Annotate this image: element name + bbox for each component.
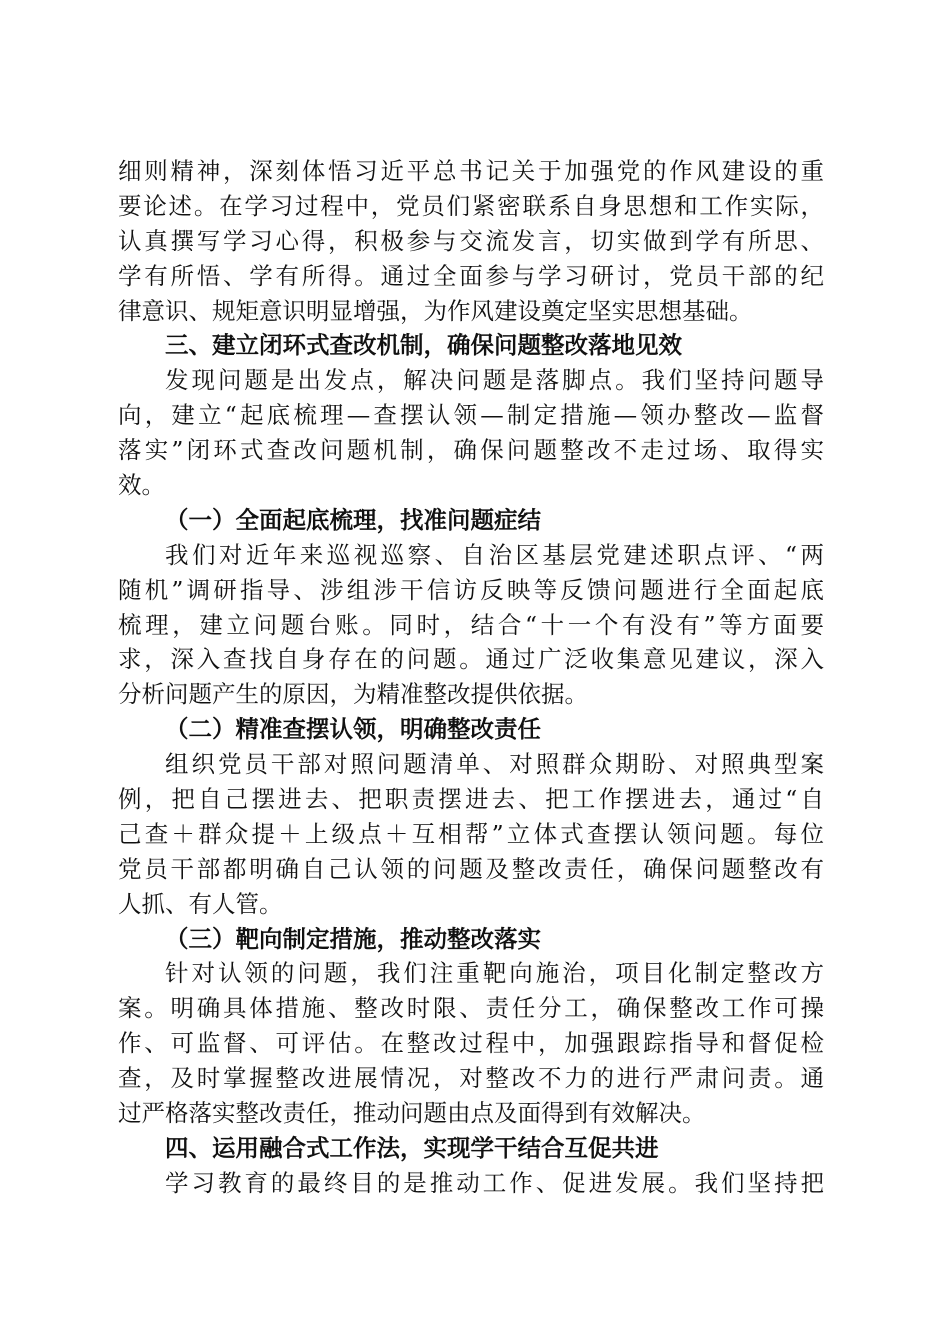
paragraph-line: 作、可监督、可评估。在整改过程中，加强跟踪指导和督促检: [118, 1029, 824, 1058]
paragraph-line: 针对认领的问题，我们注重靶向施治，项目化制定整改方: [165, 959, 824, 988]
subsection-heading: （三）靶向制定措施，推动整改落实: [165, 924, 541, 953]
paragraph-line: 例，把自己摆进去、把职责摆进去、把工作摆进去，通过“自: [118, 785, 824, 814]
paragraph-line: 学习教育的最终目的是推动工作、促进发展。我们坚持把: [165, 1168, 824, 1197]
paragraph-line: 学有所悟、学有所得。通过全面参与学习研讨，党员干部的纪: [118, 261, 824, 290]
paragraph-line: 己查＋群众提＋上级点＋互相帮”立体式查摆认领问题。每位: [118, 819, 824, 848]
paragraph-line: 细则精神，深刻体悟习近平总书记关于加强党的作风建设的重: [118, 157, 824, 185]
document-body: [118, 154, 824, 1201]
paragraph-line: 分析问题产生的原因，为精准整改提供依据。: [118, 680, 588, 709]
paragraph-line: 随机”调研指导、涉组涉干信访反映等反馈问题进行全面起底: [118, 575, 824, 604]
paragraph-line: 人抓、有人管。: [118, 889, 283, 918]
paragraph-line: 律意识、规矩意识明显增强，为作风建设奠定坚实思想基础。: [118, 296, 753, 325]
paragraph-line: 党员干部都明确自己认领的问题及整改责任，确保问题整改有: [118, 854, 824, 883]
paragraph-line: 案。明确具体措施、整改时限、责任分工，确保整改工作可操: [118, 994, 824, 1023]
paragraph-line: 效。: [118, 471, 165, 500]
paragraph-line: 向，建立“起底梳理—查摆认领—制定措施—领办整改—监督: [118, 401, 824, 430]
paragraph-line: 落实”闭环式查改问题机制，确保问题整改不走过场、取得实: [118, 436, 824, 465]
paragraph-line: 过严格落实整改责任，推动问题由点及面得到有效解决。: [118, 1099, 706, 1128]
section-heading: 三、建立闭环式查改机制，确保问题整改落地见效: [165, 331, 682, 360]
subsection-heading: （一）全面起底梳理，找准问题症结: [165, 505, 541, 534]
subsection-heading: （二）精准查摆认领，明确整改责任: [165, 715, 541, 744]
paragraph-line: 认真撰写学习心得，积极参与交流发言，切实做到学有所思、: [118, 226, 824, 255]
section-heading: 四、运用融合式工作法，实现学干结合互促共进: [165, 1133, 659, 1162]
paragraph-line: 查，及时掌握整改进展情况，对整改不力的进行严肃问责。通: [118, 1064, 824, 1093]
paragraph-line: 发现问题是出发点，解决问题是落脚点。我们坚持问题导: [165, 366, 824, 395]
paragraph-line: 求，深入查找自身存在的问题。通过广泛收集意见建议，深入: [118, 645, 824, 674]
paragraph-line: 梳理，建立问题台账。同时，结合“十一个有没有”等方面要: [118, 610, 824, 639]
paragraph-line: 我们对近年来巡视巡察、自治区基层党建述职点评、“两: [165, 540, 824, 569]
paragraph-line: 组织党员干部对照问题清单、对照群众期盼、对照典型案: [165, 750, 824, 779]
paragraph-line: 要论述。在学习过程中，党员们紧密联系自身思想和工作实际，: [118, 191, 824, 220]
